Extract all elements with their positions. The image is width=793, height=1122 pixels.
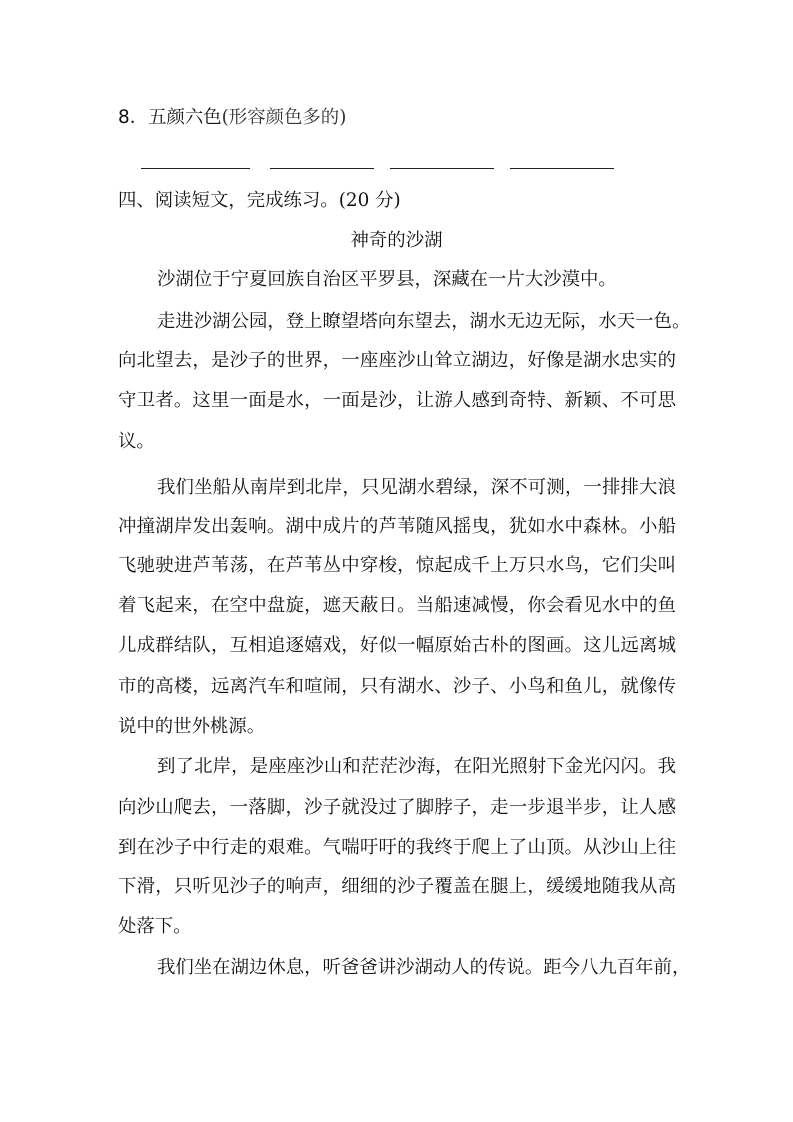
passage-line: 下滑，只听见沙子的响声，细细的沙子覆盖在腿上，缓缓地随我从高 (118, 876, 676, 897)
passage-line: 守卫者。这里一面是水，一面是沙，让游人感到奇特、新颖、不可思 (118, 390, 676, 411)
passage-line: 儿成群结队，互相追逐嬉戏，好似一幅原始古朴的图画。这儿远离城 (118, 635, 676, 656)
section-score: (20 分) (338, 190, 401, 211)
answer-blank-1[interactable] (141, 168, 250, 169)
passage-line: 走进沙湖公园，登上瞭望塔向东望去，湖水无边无际，水天一色。 (157, 311, 691, 332)
answer-blank-2[interactable] (270, 168, 374, 169)
passage-line: 沙湖位于宁夏回族自治区平罗县，深藏在一片大沙漠中。 (157, 269, 617, 290)
item-8 (118, 106, 346, 130)
passage-line: 到了北岸，是座座沙山和茫茫沙海，在阳光照射下金光闪闪。我 (157, 756, 676, 777)
item-number: 8． (118, 107, 149, 128)
idiom: 五颜六色 (148, 107, 222, 128)
passage-line: 我们坐船从南岸到北岸，只见湖水碧绿，深不可测，一排排大浪 (157, 477, 676, 498)
passage-line: 飞驰驶进芦苇荡，在芦苇丛中穿梭，惊起成千上万只水鸟，它们尖叫 (118, 555, 676, 576)
passage-line: 向沙山爬去，一落脚，沙子就没过了脚脖子，走一步退半步，让人感 (118, 797, 676, 818)
section-heading (118, 189, 401, 213)
answer-blank-3[interactable] (390, 168, 494, 169)
answer-blank-4[interactable] (510, 168, 614, 169)
passage-line: 处落下。 (118, 916, 192, 937)
passage-line: 市的高楼，远离汽车和喧闹，只有湖水、沙子、小鸟和鱼儿，就像传 (118, 676, 676, 697)
passage-line: 议。 (118, 431, 155, 452)
passage-line: 到在沙子中行走的艰难。气喘吁吁的我终于爬上了山顶。从沙山上往 (118, 837, 676, 858)
idiom-hint: (形容颜色多的) (221, 107, 347, 128)
passage-line: 冲撞湖岸发出轰响。湖中成片的芦苇随风摇曳，犹如水中森林。小船 (118, 516, 676, 537)
section-title: 四、阅读短文，完成练习。 (118, 190, 339, 211)
passage-line: 我们坐在湖边休息，听爸爸讲沙湖动人的传说。距今八九百年前， (157, 957, 691, 978)
passage-line: 着飞起来，在空中盘旋，遮天蔽日。当船速减慢，你会看见水中的鱼 (118, 595, 676, 616)
passage-line: 向北望去，是沙子的世界，一座座沙山耸立湖边，好像是湖水忠实的 (118, 350, 676, 371)
passage-line: 说中的世外桃源。 (118, 716, 266, 737)
passage-title: 神奇的沙湖 (350, 230, 443, 251)
